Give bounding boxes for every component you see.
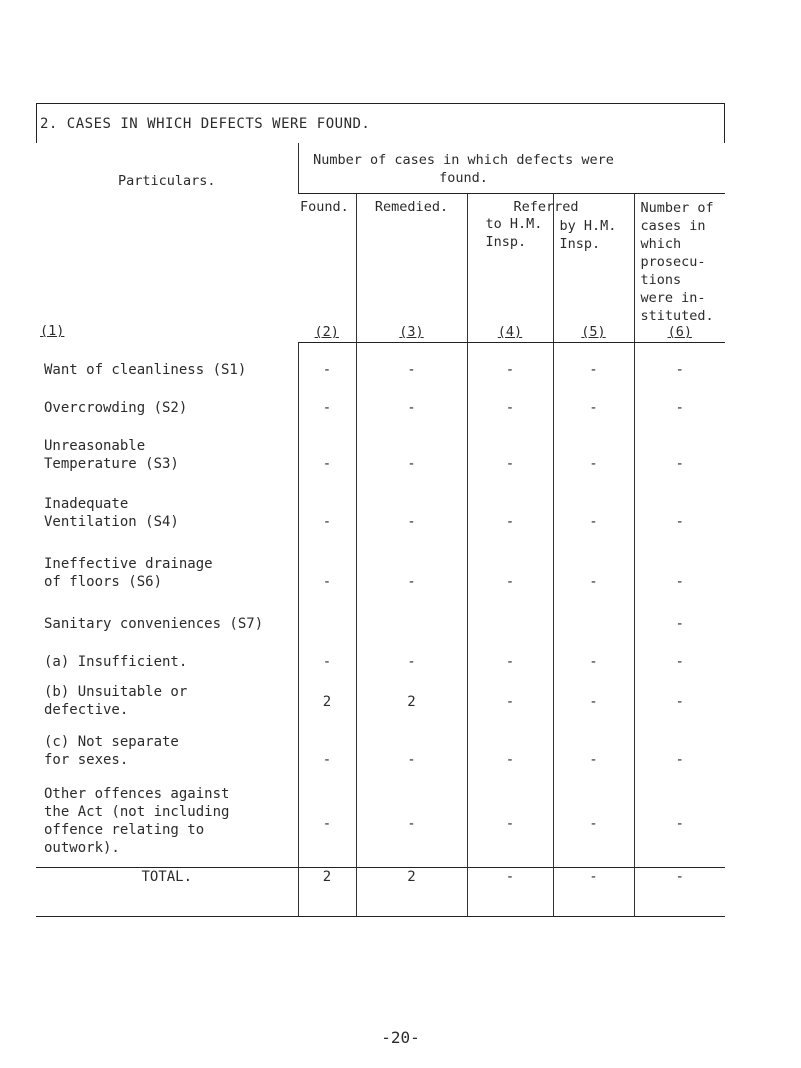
to-hm-value: - [505, 653, 515, 670]
by-hm-header: by H.M. Insp. [559, 218, 617, 252]
found-value: - [322, 455, 332, 472]
found-header: Found. [300, 199, 349, 215]
row-label: Overcrowding (S2) [44, 399, 188, 416]
by-hm-header-cell [553, 194, 634, 343]
by-hm-value: - [589, 815, 598, 832]
remedied-value: - [407, 815, 416, 832]
prosecutions-value: - [675, 693, 684, 710]
total-found: 2 [322, 868, 332, 885]
row-label: (a) Insufficient. [44, 653, 188, 670]
remedied-value: - [407, 455, 416, 472]
remedied-value: - [407, 399, 416, 416]
group-header-cell [298, 143, 725, 194]
row-label: Inadequate Ventilation (S4) [44, 495, 179, 530]
found-value: - [322, 573, 332, 590]
table-row [36, 495, 725, 555]
found-value: - [322, 815, 332, 832]
total-remedied: 2 [407, 868, 416, 885]
defects-table [36, 143, 725, 917]
group-header: Number of cases in which defects were found. [313, 152, 614, 186]
row-label: Sanitary conveniences (S7) [44, 615, 264, 632]
particulars-header: Particulars. [117, 173, 216, 189]
row-label: Other offences against the Act (not including offence relating to outwork). [44, 785, 230, 856]
referred-header: Referred [513, 199, 579, 215]
prosecutions-header: Number of cases in which prosecu- tions were in- stituted. [640, 200, 714, 324]
particulars-header-cell [36, 143, 298, 343]
prosecutions-value: - [675, 615, 684, 632]
total-label: TOTAL. [141, 868, 193, 885]
by-hm-value: - [589, 399, 598, 416]
total-row [36, 867, 725, 916]
prosecutions-value: - [675, 399, 684, 416]
to-hm-value: - [505, 815, 515, 832]
to-hm-value: - [505, 399, 515, 416]
total-to-hm: - [505, 868, 515, 885]
by-hm-value: - [589, 751, 598, 768]
to-hm-value: - [505, 573, 515, 590]
prosecutions-value: - [675, 362, 684, 378]
to-hm-header-cell [467, 194, 579, 343]
prosecutions-value: - [675, 815, 684, 832]
col-number-6: (6) [667, 324, 692, 340]
table-row [36, 683, 725, 733]
col-number-4: (4) [497, 324, 523, 340]
prosecutions-value: - [675, 751, 684, 768]
found-value: - [322, 653, 332, 670]
found-value: - [322, 513, 332, 530]
by-hm-value: - [589, 693, 598, 710]
row-label: (b) Unsuitable or defective. [44, 683, 188, 718]
found-value: - [322, 399, 332, 416]
total-by-hm: - [589, 868, 598, 885]
to-hm-value: - [505, 751, 515, 768]
table-row [36, 653, 725, 683]
by-hm-value: - [589, 653, 598, 670]
col-number-1: (1) [40, 323, 65, 339]
row-label: Ineffective drainage of floors (S6) [44, 555, 213, 590]
prosecutions-value: - [675, 573, 684, 590]
by-hm-value: - [589, 513, 598, 530]
remedied-value: - [407, 362, 416, 378]
found-value: 2 [322, 693, 332, 710]
found-header-cell [298, 194, 356, 343]
remedied-value: - [407, 653, 416, 670]
remedied-value: - [407, 513, 416, 530]
table-row [36, 399, 725, 437]
remedied-header-cell [356, 194, 467, 343]
found-value: - [322, 751, 332, 768]
prosecutions-value: - [675, 653, 684, 670]
table-row [36, 615, 725, 653]
to-hm-value: - [505, 513, 515, 530]
to-hm-value: - [505, 362, 515, 378]
remedied-value: - [407, 751, 416, 768]
prosecutions-value: - [675, 513, 684, 530]
prosecutions-value: - [675, 455, 684, 472]
by-hm-value: - [589, 362, 598, 378]
found-value: - [322, 362, 332, 378]
table-row [36, 437, 725, 495]
table-row [36, 785, 725, 868]
page-number: -20- [381, 1028, 420, 1047]
total-prosecutions: - [675, 868, 684, 885]
col-number-3: (3) [399, 324, 424, 340]
remedied-value: 2 [407, 693, 416, 710]
remedied-header: Remedied. [374, 199, 449, 215]
by-hm-value: - [589, 455, 598, 472]
table-row [36, 343, 725, 399]
table-row [36, 733, 725, 785]
prosecutions-header-cell [634, 194, 725, 343]
col-number-5: (5) [581, 324, 606, 340]
to-hm-header: to H.M. Insp. [485, 216, 543, 250]
row-label: (c) Not separate for sexes. [44, 733, 179, 768]
to-hm-value: - [505, 455, 515, 472]
remedied-value: - [407, 573, 416, 590]
row-label: Unreasonable Temperature (S3) [44, 437, 179, 472]
table-row [36, 555, 725, 615]
col-number-2: (2) [314, 324, 339, 340]
by-hm-value: - [589, 573, 598, 590]
section-heading: 2. CASES IN WHICH DEFECTS WERE FOUND. [40, 116, 371, 132]
to-hm-value: - [505, 693, 515, 710]
row-label: Want of cleanliness (S1) [44, 361, 247, 378]
